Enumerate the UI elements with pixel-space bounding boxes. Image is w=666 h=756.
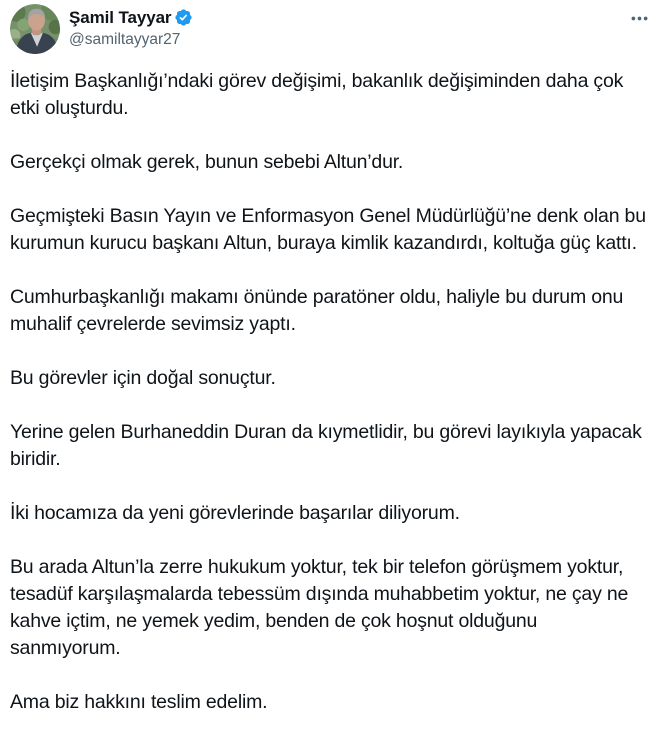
more-ellipsis-icon [629,8,650,29]
name-row [69,7,193,28]
more-button[interactable] [624,3,654,33]
tweet-text [0,68,666,716]
tweet-header [0,0,666,54]
tweet-paragraph: İki hocamıza da yeni görevlerinde başarılar diliyorum. [10,502,460,524]
verified-badge-icon[interactable] [174,8,193,27]
name-block [69,4,193,50]
tweet-paragraph: Gerçekçi olmak gerek, bunun sebebi Altun’dur. [10,151,404,173]
tweet-paragraph: Bu görevler için doğal sonuçtur. [10,367,276,389]
tweet-paragraph: Ama biz hakkını teslim edelim. [10,691,268,713]
tweet-paragraph: İletişim Başkanlığı’ndaki görev değişimi, bakanlık değişiminden daha çok etki oluşturdu. [10,70,624,119]
tweet-paragraph: Yerine gelen Burhaneddin Duran da kıymetlidir, bu görevi layıkıyla yapacak biridir. [10,421,642,470]
tweet-paragraph: Geçmişteki Basın Yayın ve Enformasyon Genel Müdürlüğü’ne denk olan bu kurumun kurucu başkanı Altun, buraya kimlik kazandırdı, koltuğa güç kattı. [10,205,646,254]
tweet-paragraph: Cumhurbaşkanlığı makamı önünde paratöner oldu, haliyle bu durum onu muhalif çevrelerde sevimsiz yaptı. [10,286,624,335]
profile-photo-image [10,4,60,54]
tweet-paragraph: Bu arada Altun’la zerre hukukum yoktur, tek bir telefon görüşmem yoktur, tesadüf karşılaşmalarda tebessüm dışında muhabbetim yoktur, ne çay ne kahve içtim, ne yemek yedim, benden de çok hoşnut olduğunu sanmıyorum. [10,556,629,659]
display-name[interactable]: Şamil Tayyar [69,8,172,27]
avatar[interactable] [10,4,60,54]
handle[interactable]: @samiltayyar27 [69,31,181,48]
